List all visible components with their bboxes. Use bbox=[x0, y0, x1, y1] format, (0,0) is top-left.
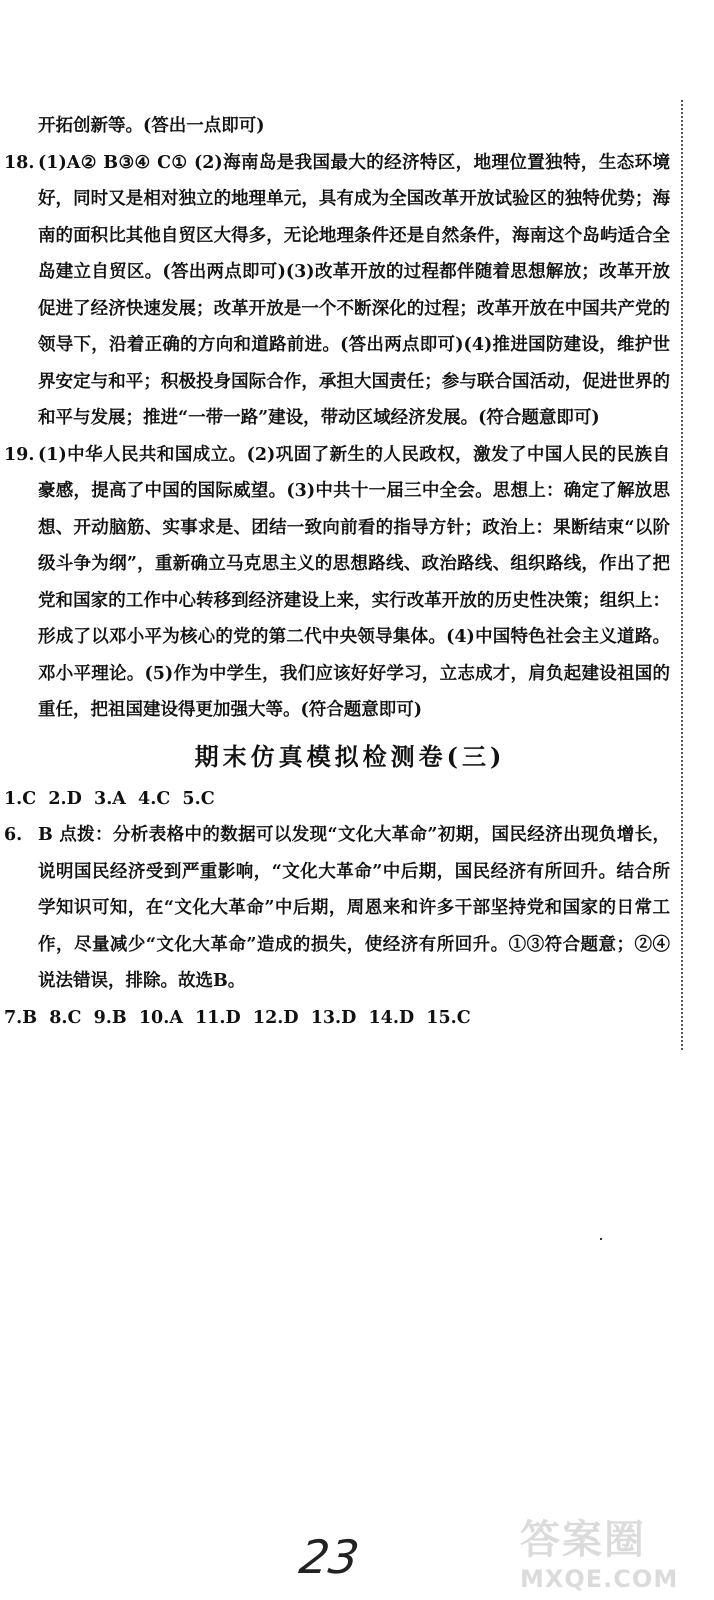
watermark-logo bbox=[520, 1508, 710, 1600]
handwritten-page-number: 23 bbox=[296, 1530, 363, 1584]
section-title: 期末仿真模拟检测卷(三) bbox=[194, 741, 506, 771]
question-19-text: (1)中华人民共和国成立。(2)巩固了新生的人民政权，激发了中国人民的民族自豪感，提高了中国的国际威望。(3)中共十一届三中全会。思想上：确定了解放思想、开动脑筋、实事求是、团结一致向前看的指导方针；政治上：果断结束“以阶级斗争为纲”，重新确立马克思主义的思想路线、政治路线、组织路线，作出了把党和国家的工作中心转移到经济建设上来，实行改革开放的历史性决策；组织上：形成了以邓小平为核心的党的第二代中央领导集体。(4)中国特色社会主义道路。邓小平理论。(5)作为中学生，我们应该好好学习，立志成才，肩负起建设祖国的重任，把祖国建设得更加强大等。(符合题意即可) bbox=[38, 444, 670, 720]
intro-line: 开拓创新等。(答出一点即可) bbox=[38, 116, 265, 136]
question-6 bbox=[0, 817, 670, 1000]
watermark-mark: 答案圈 bbox=[520, 1517, 646, 1563]
question-19-number: 19. bbox=[4, 444, 35, 465]
question-18 bbox=[0, 145, 670, 437]
question-6-text: B 点拨：分析表格中的数据可以发现“文化大革命”初期，国民经济出现负增长，说明国民经济受到严重影响，“文化大革命”中后期，国民经济有所回升。结合所学知识可知，在“文化大革命”中后期，周恩来和许多干部坚持党和国家的日常工作，尽量减少“文化大革命”造成的损失，使经济有所回升。①③符合题意；②④说法错误，排除。故选B。 bbox=[38, 825, 670, 991]
answer-content bbox=[0, 108, 670, 1036]
answers-1-5: 1.C 2.D 3.A 4.C 5.C bbox=[4, 788, 215, 809]
question-18-text: (1)A② B③④ C① (2)海南岛是我国最大的经济特区，地理位置独特，生态环境好，同时又是相对独立的地理单元，具有成为全国改革开放试验区的独特优势；海南的面积比其他自贸区大得多，无论地理条件还是自然条件，海南这个岛屿适合全岛建立自贸区。(答出两点即可)(3)改革开放的过程都伴随着思想解放；改革开放促进了经济快速发展；改革开放是一个不断深化的过程；改革开放在中国共产党的领导下，沿着正确的方向和道路前进。(答出两点即可)(4)推进国防建设，维护世界安定与和平；积极投身国际合作，承担大国责任；参与联合国活动，促进世界的和平与发展；推进“一带一路”建设，带动区域经济发展。(符合题意即可) bbox=[38, 152, 670, 428]
answers-7-15: 7.B 8.C 9.B 10.A 11.D 12.D 13.D 14.D 15.C bbox=[4, 1007, 471, 1028]
question-6-number: 6. bbox=[4, 825, 23, 845]
fold-dotted-line bbox=[681, 100, 683, 1050]
question-18-number: 18. bbox=[4, 152, 35, 173]
question-19 bbox=[0, 437, 670, 729]
stray-dot bbox=[600, 1238, 602, 1240]
watermark-url: MXQE.COM bbox=[520, 1565, 679, 1593]
